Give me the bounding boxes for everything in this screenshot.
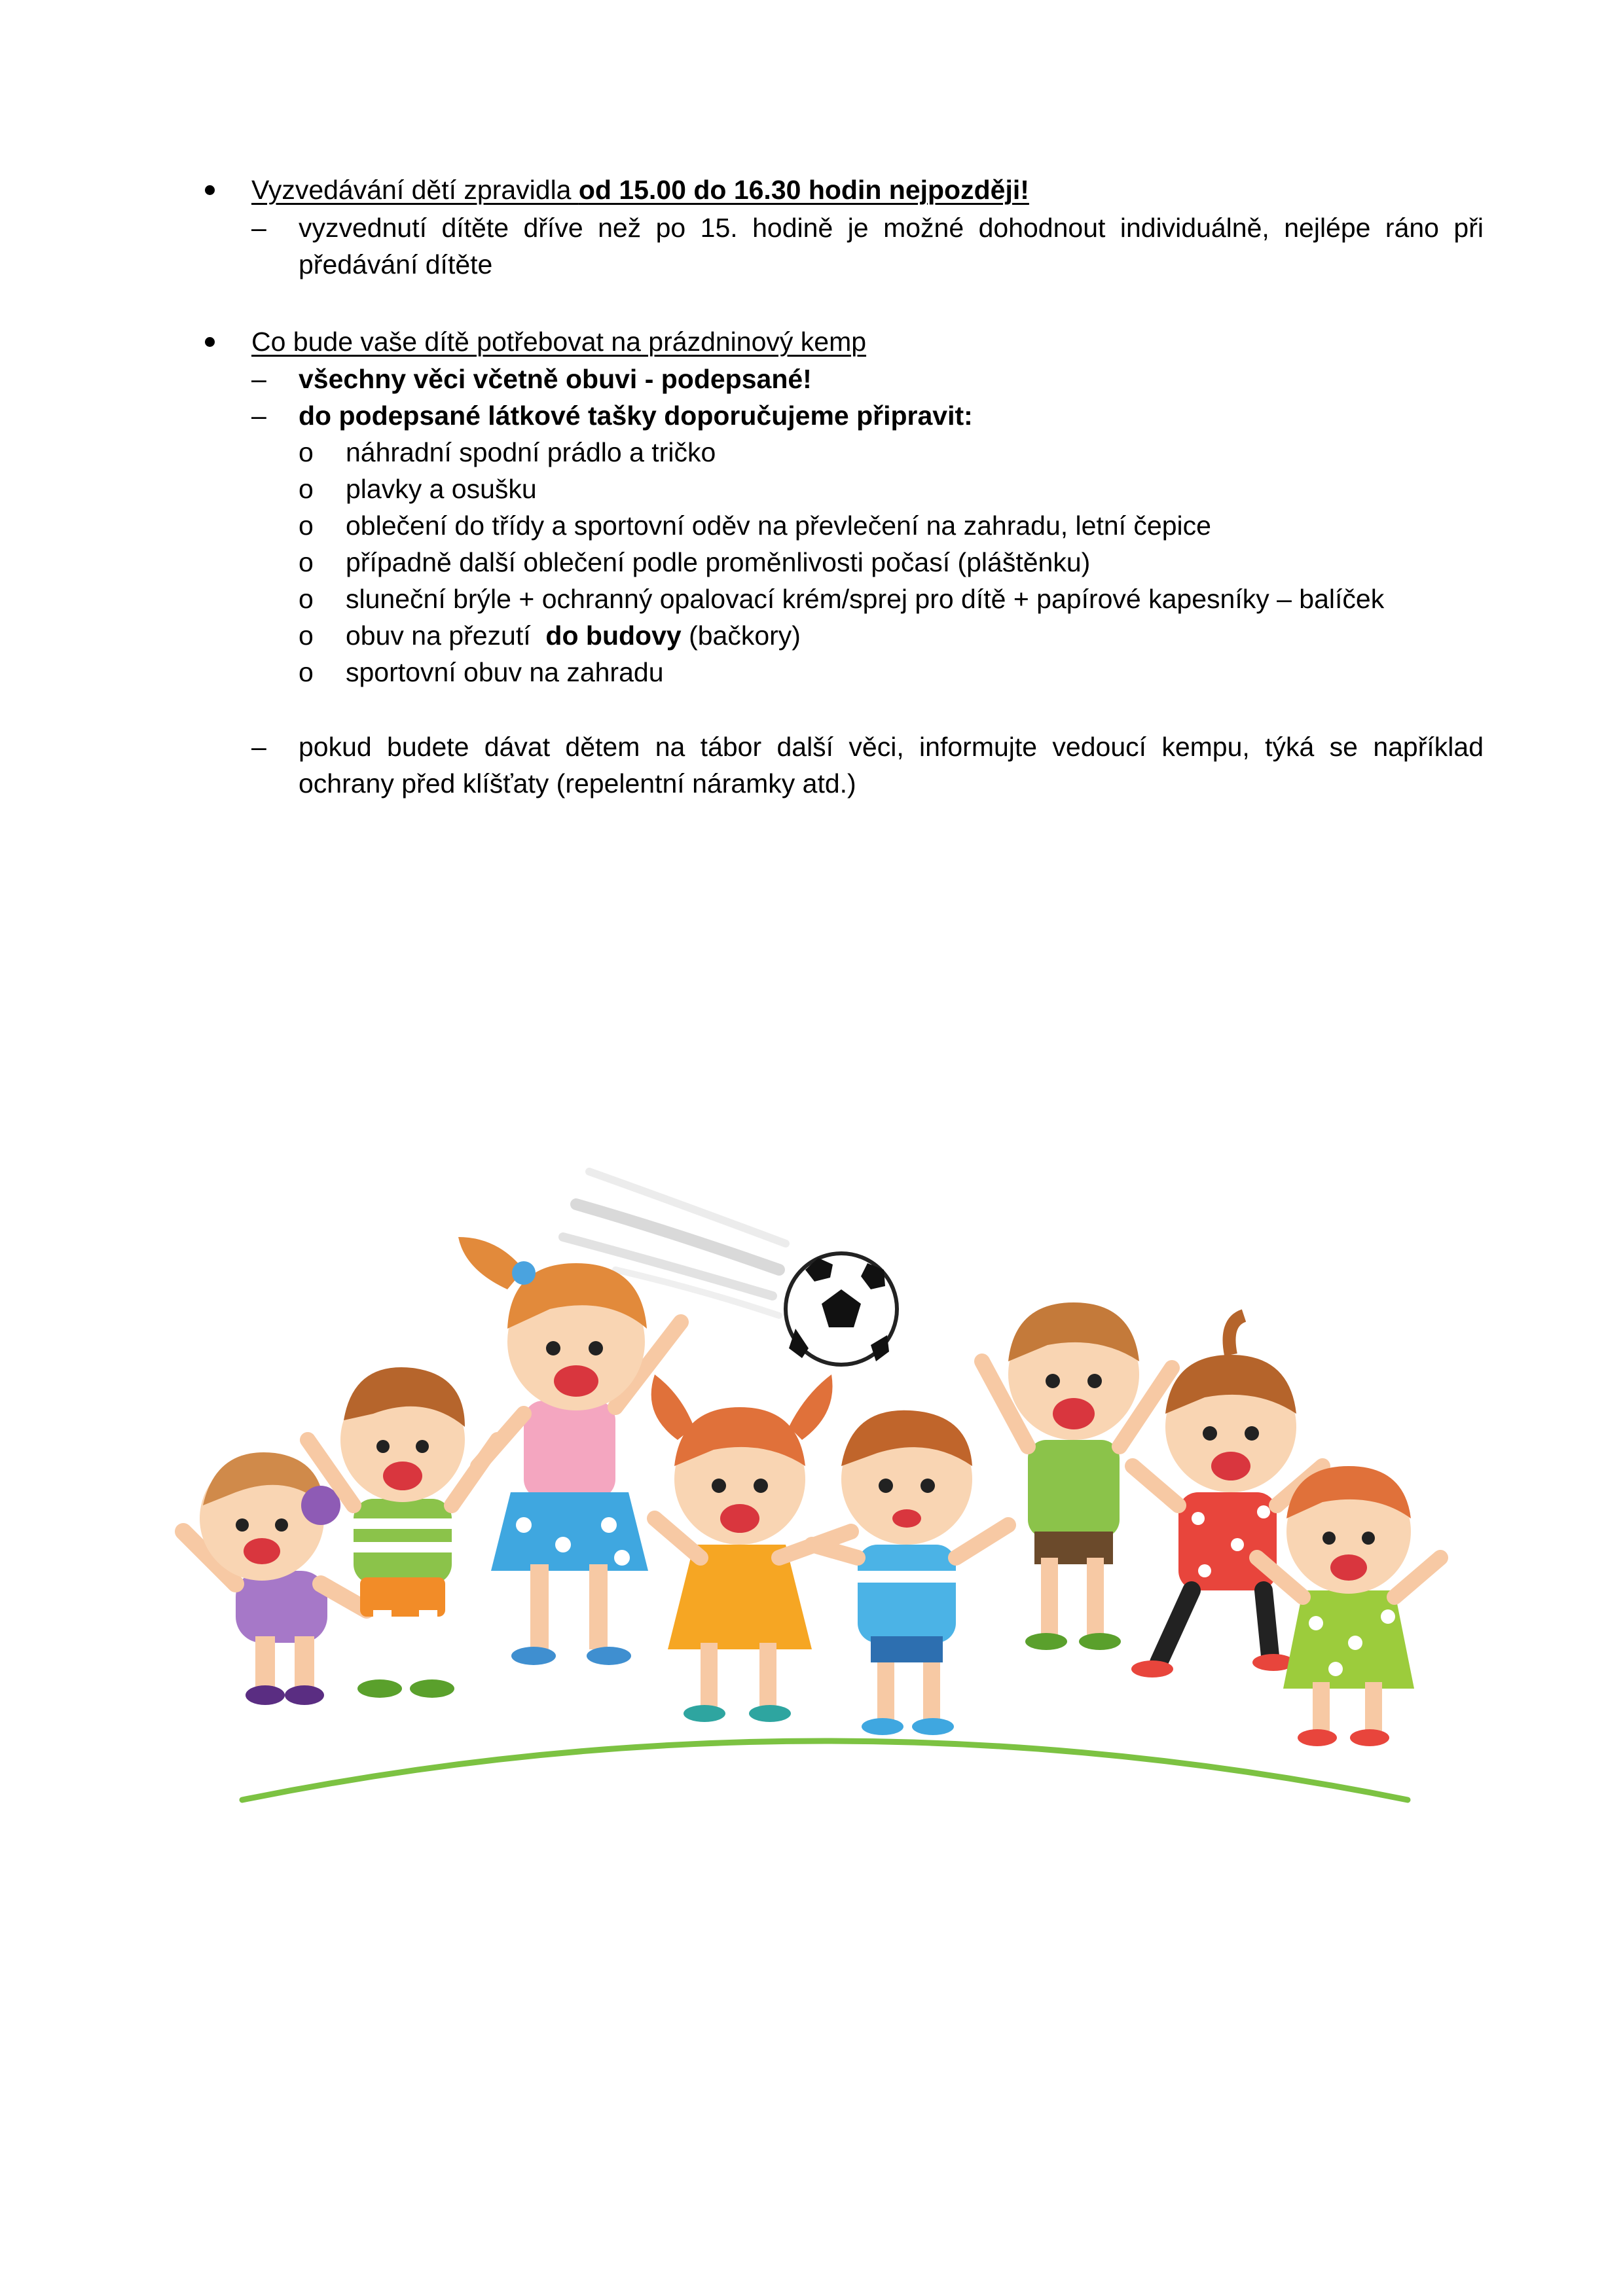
needs-item-bag: do podepsané látkové tašky doporučujeme připravit: (299, 401, 973, 431)
bag-subitem: plavky a osušku (346, 474, 537, 504)
pickup-heading-bold: od 15.00 do 16.30 hodin nejpozději! (578, 175, 1029, 205)
dash-marker: – (251, 364, 266, 394)
bag-subitem: případně další oblečení podle proměnlivosti počasí (pláštěnku) (346, 547, 1091, 577)
shoes-after: (bačkory) (681, 620, 801, 651)
dash-marker: – (251, 732, 266, 762)
circle-marker: o (299, 547, 314, 577)
bag-subitem: náhradní spodní prádlo a tričko (346, 437, 716, 467)
dash-marker: – (251, 401, 266, 431)
circle-marker: o (299, 584, 314, 614)
bag-subitem: sluneční brýle + ochranný opalovací krém/sprej pro dítě + papírové kapesníky – balíček (346, 584, 1385, 614)
circle-marker: o (299, 437, 314, 467)
football-icon (786, 1253, 897, 1365)
child-pink-blue (458, 1237, 681, 1665)
child-blue-shirt (812, 1410, 1008, 1735)
circle-marker: o (299, 620, 314, 651)
dash-marker: – (251, 213, 266, 243)
circle-marker: o (299, 511, 314, 541)
bag-subitem: sportovní obuv na zahradu (346, 657, 664, 687)
pickup-heading (251, 173, 1029, 207)
needs-heading: Co bude vaše dítě potřebovat na prázdninový kemp (251, 327, 867, 357)
bullet-dot (205, 185, 215, 195)
shoes-bold: do budovy (545, 620, 682, 651)
grass-arc (242, 1741, 1408, 1800)
circle-marker: o (299, 474, 314, 504)
pickup-note: vyzvednutí dítěte dříve než po 15. hodině je možné dohodnout individuálně, nejlépe ráno při předávání dítěte (299, 213, 1484, 279)
circle-marker: o (299, 657, 314, 687)
extra-items-note: pokud budete dávat dětem na tábor další věci, informujte vedoucí kempu, týká se například ochrany před klíšťaty (repelentní náramky atd.) (299, 732, 1484, 798)
children-football-illustration (157, 1073, 1493, 1833)
bullet-dot (205, 337, 215, 347)
pickup-heading-plain: Vyzvedávání dětí zpravidla (251, 175, 579, 205)
shoes-plain: obuv na přezutí (346, 620, 546, 651)
needs-item-signed: všechny věci včetně obuvi - podepsané! (299, 364, 812, 394)
bag-subitem-shoes (346, 619, 801, 653)
child-green-stripes (308, 1367, 498, 1698)
bag-subitem: oblečení do třídy a sportovní oděv na převlečení na zahradu, letní čepice (346, 511, 1211, 541)
